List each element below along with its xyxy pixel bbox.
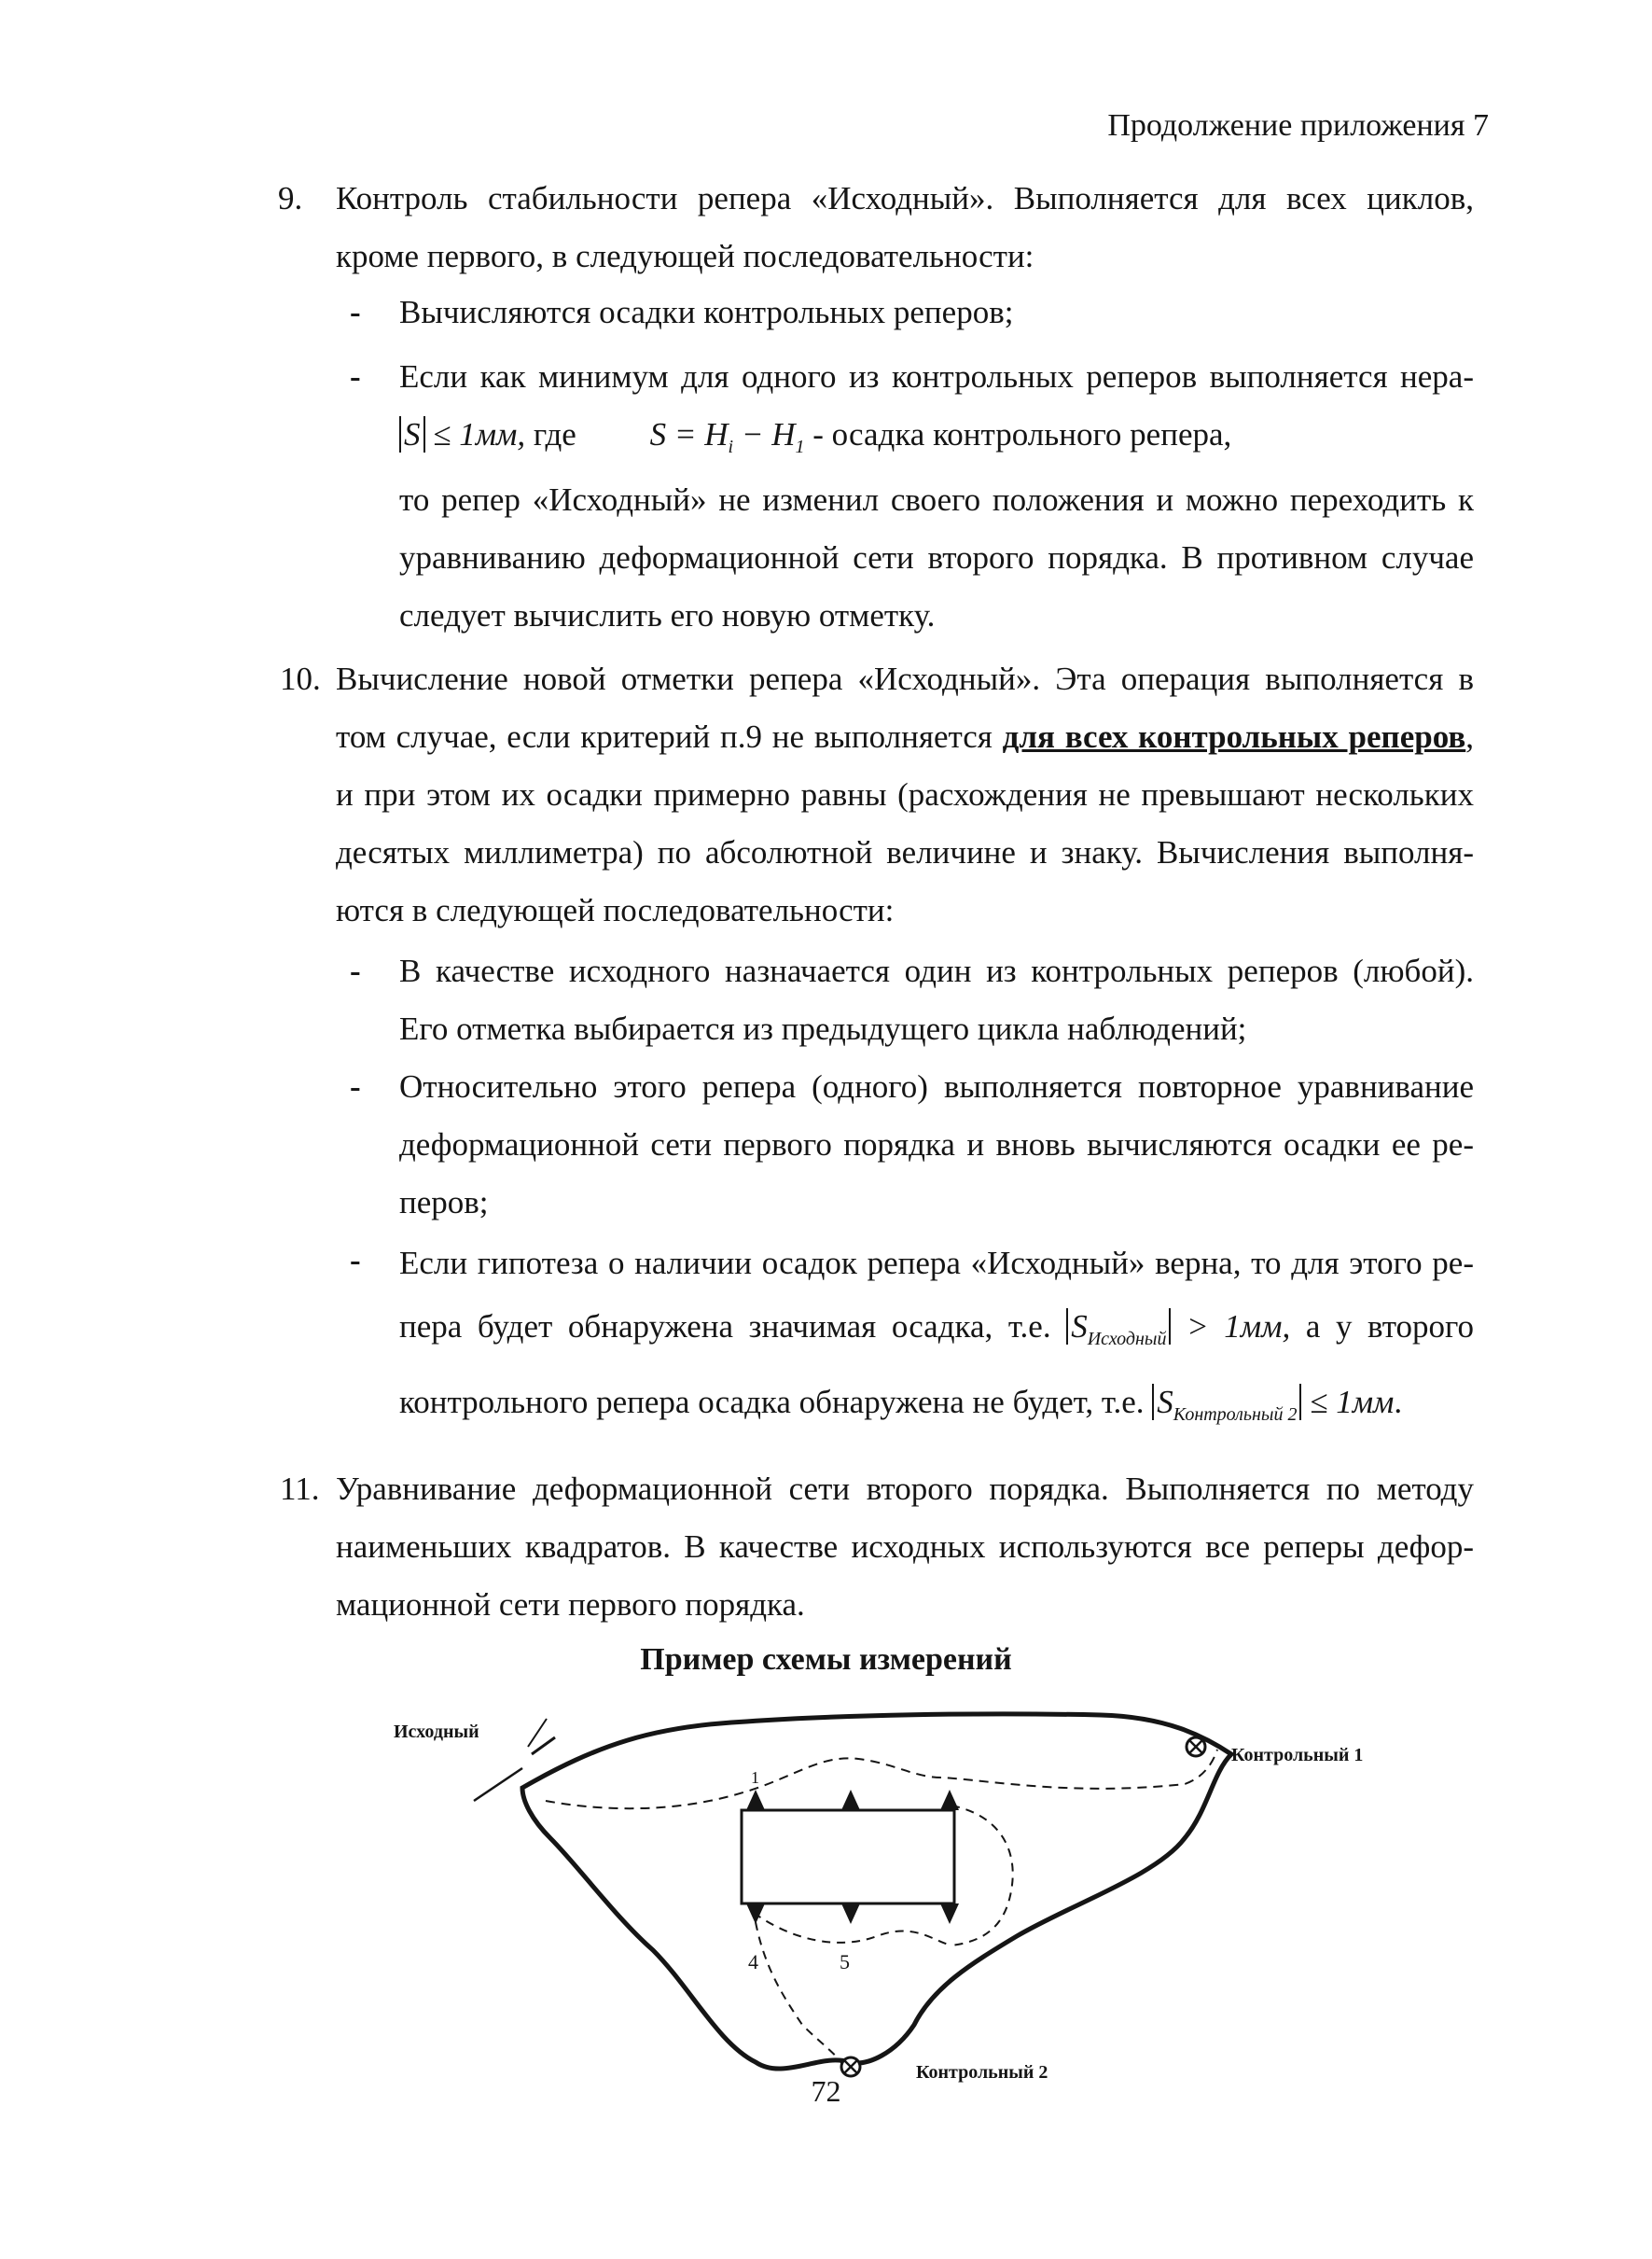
benchmark-triangle <box>841 1790 860 1810</box>
benchmark-triangle <box>746 1790 765 1810</box>
item-10-bullet-1-dash: - <box>350 953 361 989</box>
item-9-bullet-1: Вычисляются осадки контрольных реперов; <box>399 294 1014 330</box>
item-9-bullet-2-continuation: то репер «Исходный» не изменил своего положения и можно переходить к уравниванию деформационной сети второго порядка. В противном случае следует вычислить его новую отметку. <box>399 481 1474 634</box>
item-9-number: 9. <box>278 180 303 216</box>
label-point-5: 5 <box>840 1950 850 1973</box>
dashed-route-inner <box>951 1806 1013 1945</box>
figure-title: Пример схемы измерений <box>640 1642 1012 1677</box>
item-10-bullet-2-dash: - <box>350 1068 361 1105</box>
benchmark-triangle <box>746 1903 765 1924</box>
emphasis-all-control: для всех контрольных реперов <box>1002 718 1466 755</box>
item-10-text: Вычисление новой отметки репера «Исходный». Эта операция выполняется в том случае, если критерий п.9 не выполняется для всех контрольных реперов, и при этом их осадки примерно равны (расхождения не превышают нескольких десятых миллиметра) по абсолютной величине и знаку. Вычисления выполня-ются в следующей последовательности: <box>336 661 1474 928</box>
control-2-marker <box>841 2057 860 2076</box>
benchmark-triangle <box>841 1903 860 1924</box>
item-10-bullet-3: Если гипотеза о наличии осадок репера «Исходный» верна, то для этого ре-пера будет обнаружена значимая осадка, т.е. $S_{Исходный} > 1мм$, а у второго контрольного репера осадка обнаружена не будет, т.е. $S_{Контрольный 2} \le 1мм$. <box>399 1245 1475 1425</box>
item-10-bullet-3-dash: - <box>350 1242 361 1278</box>
formula-s: $S = H_i - H_1$ <box>649 416 805 457</box>
item-9-bullet-1-dash: - <box>350 294 361 330</box>
item-11-number: 11. <box>280 1471 320 1507</box>
formula-caption: - осадка контрольного репера, <box>812 416 1232 453</box>
source-slash <box>532 1737 555 1754</box>
ineq-rest: ≤ 1мм, <box>433 416 526 453</box>
benchmark-triangle <box>940 1790 959 1810</box>
source-label-slash <box>528 1719 547 1747</box>
item-10-bullet-1: В качестве исходного назначается один из контрольных реперов (любой). Его отметка выбирается из предыдущего цикла наблюдений; <box>399 953 1474 1047</box>
item-9-text: Контроль стабильности репера «Исходный». Выполняется для всех циклов, кроме первого, в следующей последовательности: <box>336 180 1474 274</box>
where-word: где <box>533 416 576 453</box>
dashed-route-top <box>546 1750 1217 1808</box>
item-9-bullet-2-lead-text: Если как минимум для одного из контрольных реперов выполняется нера- <box>399 358 1474 395</box>
network-rectangle <box>742 1810 954 1903</box>
label-control-1: Контрольный 1 <box>1231 1745 1364 1765</box>
abs-s: S <box>399 416 425 453</box>
dashed-route-down <box>756 1922 842 2064</box>
control-1-marker <box>1187 1737 1205 1756</box>
page-number: 72 <box>811 2074 841 2108</box>
item-9-bullet-2-dash: - <box>350 358 361 395</box>
page-header: Продолжение приложения 7 <box>1107 108 1489 143</box>
boundary-line <box>522 1714 1231 2069</box>
source-pointer <box>474 1768 522 1801</box>
label-point-1: 1 <box>751 1768 759 1787</box>
label-source: Исходный <box>394 1722 479 1742</box>
label-point-4: 4 <box>748 1950 758 1973</box>
label-control-2: Контрольный 2 <box>916 2062 1048 2083</box>
item-10-number: 10. <box>280 661 321 697</box>
item-11-text: Уравнивание деформационной сети второго порядка. Выполняется по методу наименьших квадратов. В качестве исходных используются все реперы дефор-мационной сети первого порядка. <box>336 1471 1474 1623</box>
benchmark-triangle <box>940 1903 959 1924</box>
item-10-bullet-2: Относительно этого репера (одного) выполняется повторное уравнивание деформационной сети первого порядка и вновь вычисляются осадки ее ре-перов; <box>399 1068 1474 1220</box>
